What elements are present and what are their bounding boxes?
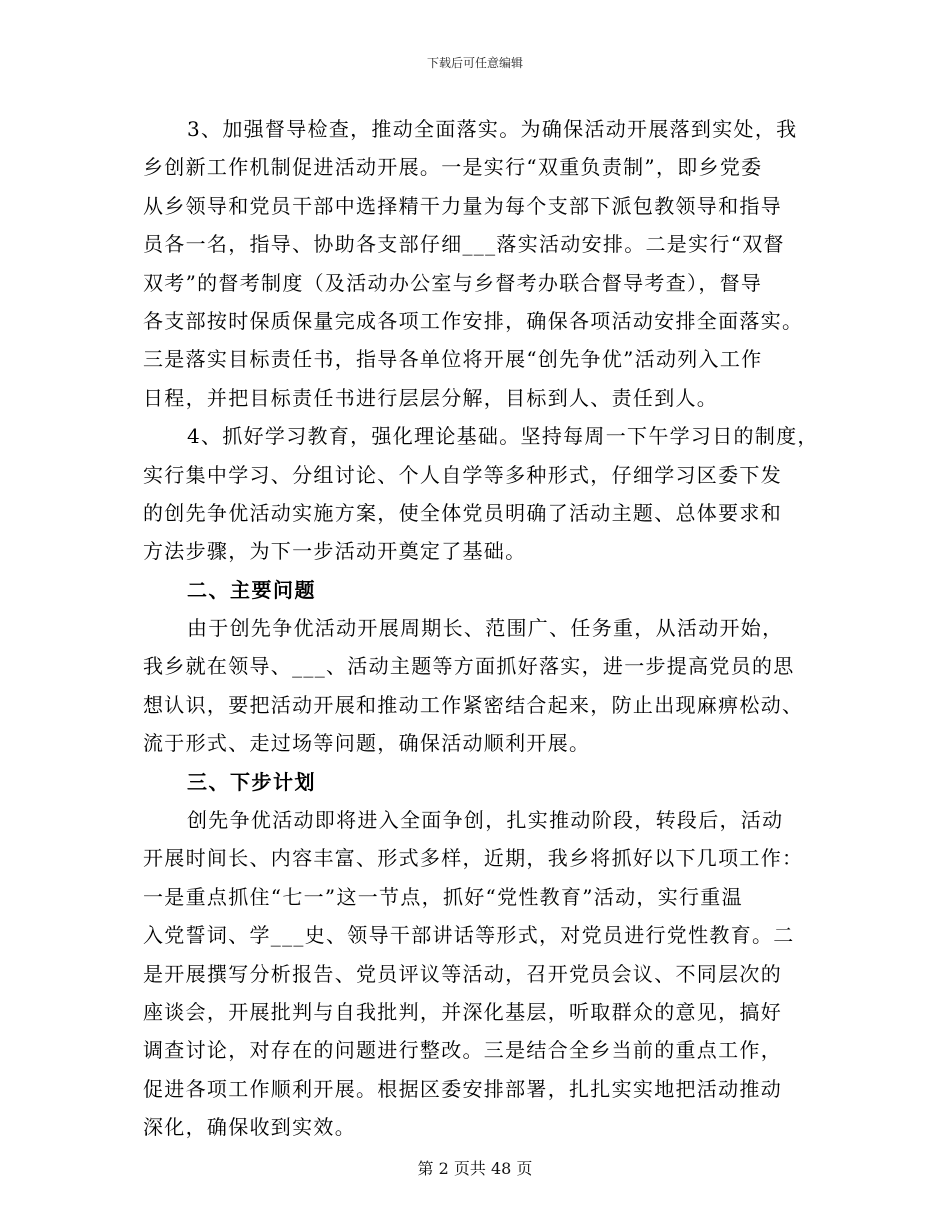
paragraph-line: 日程，并把目标责任书进行层层分解，目标到人、责任到人。	[143, 385, 719, 410]
section-heading-main-problems: 二、主要问题	[187, 577, 316, 602]
paragraph-line: 深化，确保收到实效。	[143, 1115, 356, 1140]
paragraph-line: 乡创新工作机制促进活动开展。一是实行“双重负责制”，即乡党委	[143, 155, 763, 180]
paragraph-line: 想认识，要把活动开展和推动工作紧密结合起来，防止出现麻痹松动、	[143, 692, 804, 717]
document-body	[143, 110, 823, 1147]
paragraph-line: 实行集中学习、分组讨论、个人自学等多种形式，仔细学习区委下发	[143, 462, 782, 487]
paragraph-line: 一是重点抓住“七一”这一节点，抓好“党性教育”活动，实行重温	[143, 884, 743, 909]
paragraph-line: 开展时间长、内容丰富、形式多样，近期，我乡将抓好以下几项工作：	[143, 846, 804, 871]
paragraph-line: 从乡领导和党员干部中选择精干力量为每个支部下派包教领导和指导	[143, 193, 782, 218]
paragraph-line: 流于形式、走过场等问题，确保活动顺利开展。	[143, 731, 591, 756]
paragraph-line: 方法步骤，为下一步活动开奠定了基础。	[143, 539, 527, 564]
paragraph-line: 双考”的督考制度（及活动办公室与乡督考办联合督导考查），督导	[143, 270, 763, 295]
paragraph-line: 座谈会，开展批判与自我批判，并深化基层，听取群众的意见，搞好	[143, 999, 782, 1024]
page-number-footer: 第 2 页共 48 页	[417, 1159, 533, 1178]
paragraph-line: 三是落实目标责任书，指导各单位将开展“创先争优”活动列入工作	[143, 347, 763, 372]
paragraph-line: 员各一名，指导、协助各支部仔细___落实活动安排。二是实行“双督	[143, 232, 785, 257]
paragraph-line: 3、加强督导检查，推动全面落实。为确保活动开展落到实处，我	[187, 117, 798, 141]
paragraph-line: 由于创先争优活动开展周期长、范围广、任务重，从活动开始，	[187, 616, 784, 641]
paragraph-line: 我乡就在领导、___、活动主题等方面抓好落实，进一步提高党员的思	[143, 654, 795, 679]
paragraph-line: 4、抓好学习教育，强化理论基础。坚持每周一下午学习日的制度，	[187, 424, 819, 449]
paragraph-line: 的创先争优活动实施方案，使全体党员明确了活动主题、总体要求和	[143, 500, 782, 525]
paragraph-line: 入党誓词、学___史、领导干部讲话等形式，对党员进行党性教育。二	[143, 923, 795, 948]
paragraph-line: 是开展撰写分析报告、党员评议等活动，召开党员会议、不同层次的	[143, 961, 782, 986]
paragraph-line: 各支部按时保质保量完成各项工作安排，确保各项活动安排全面落实。	[143, 308, 804, 333]
page-header-note: 下载后可任意编辑	[426, 56, 523, 70]
paragraph-line: 调查讨论，对存在的问题进行整改。三是结合全乡当前的重点工作，	[143, 1038, 782, 1063]
section-heading-next-plan: 三、下步计划	[187, 769, 316, 794]
paragraph-line: 促进各项工作顺利开展。根据区委安排部署，扎扎实实地把活动推动	[143, 1076, 782, 1101]
paragraph-line: 创先争优活动即将进入全面争创，扎实推动阶段，转段后，活动	[187, 808, 784, 833]
